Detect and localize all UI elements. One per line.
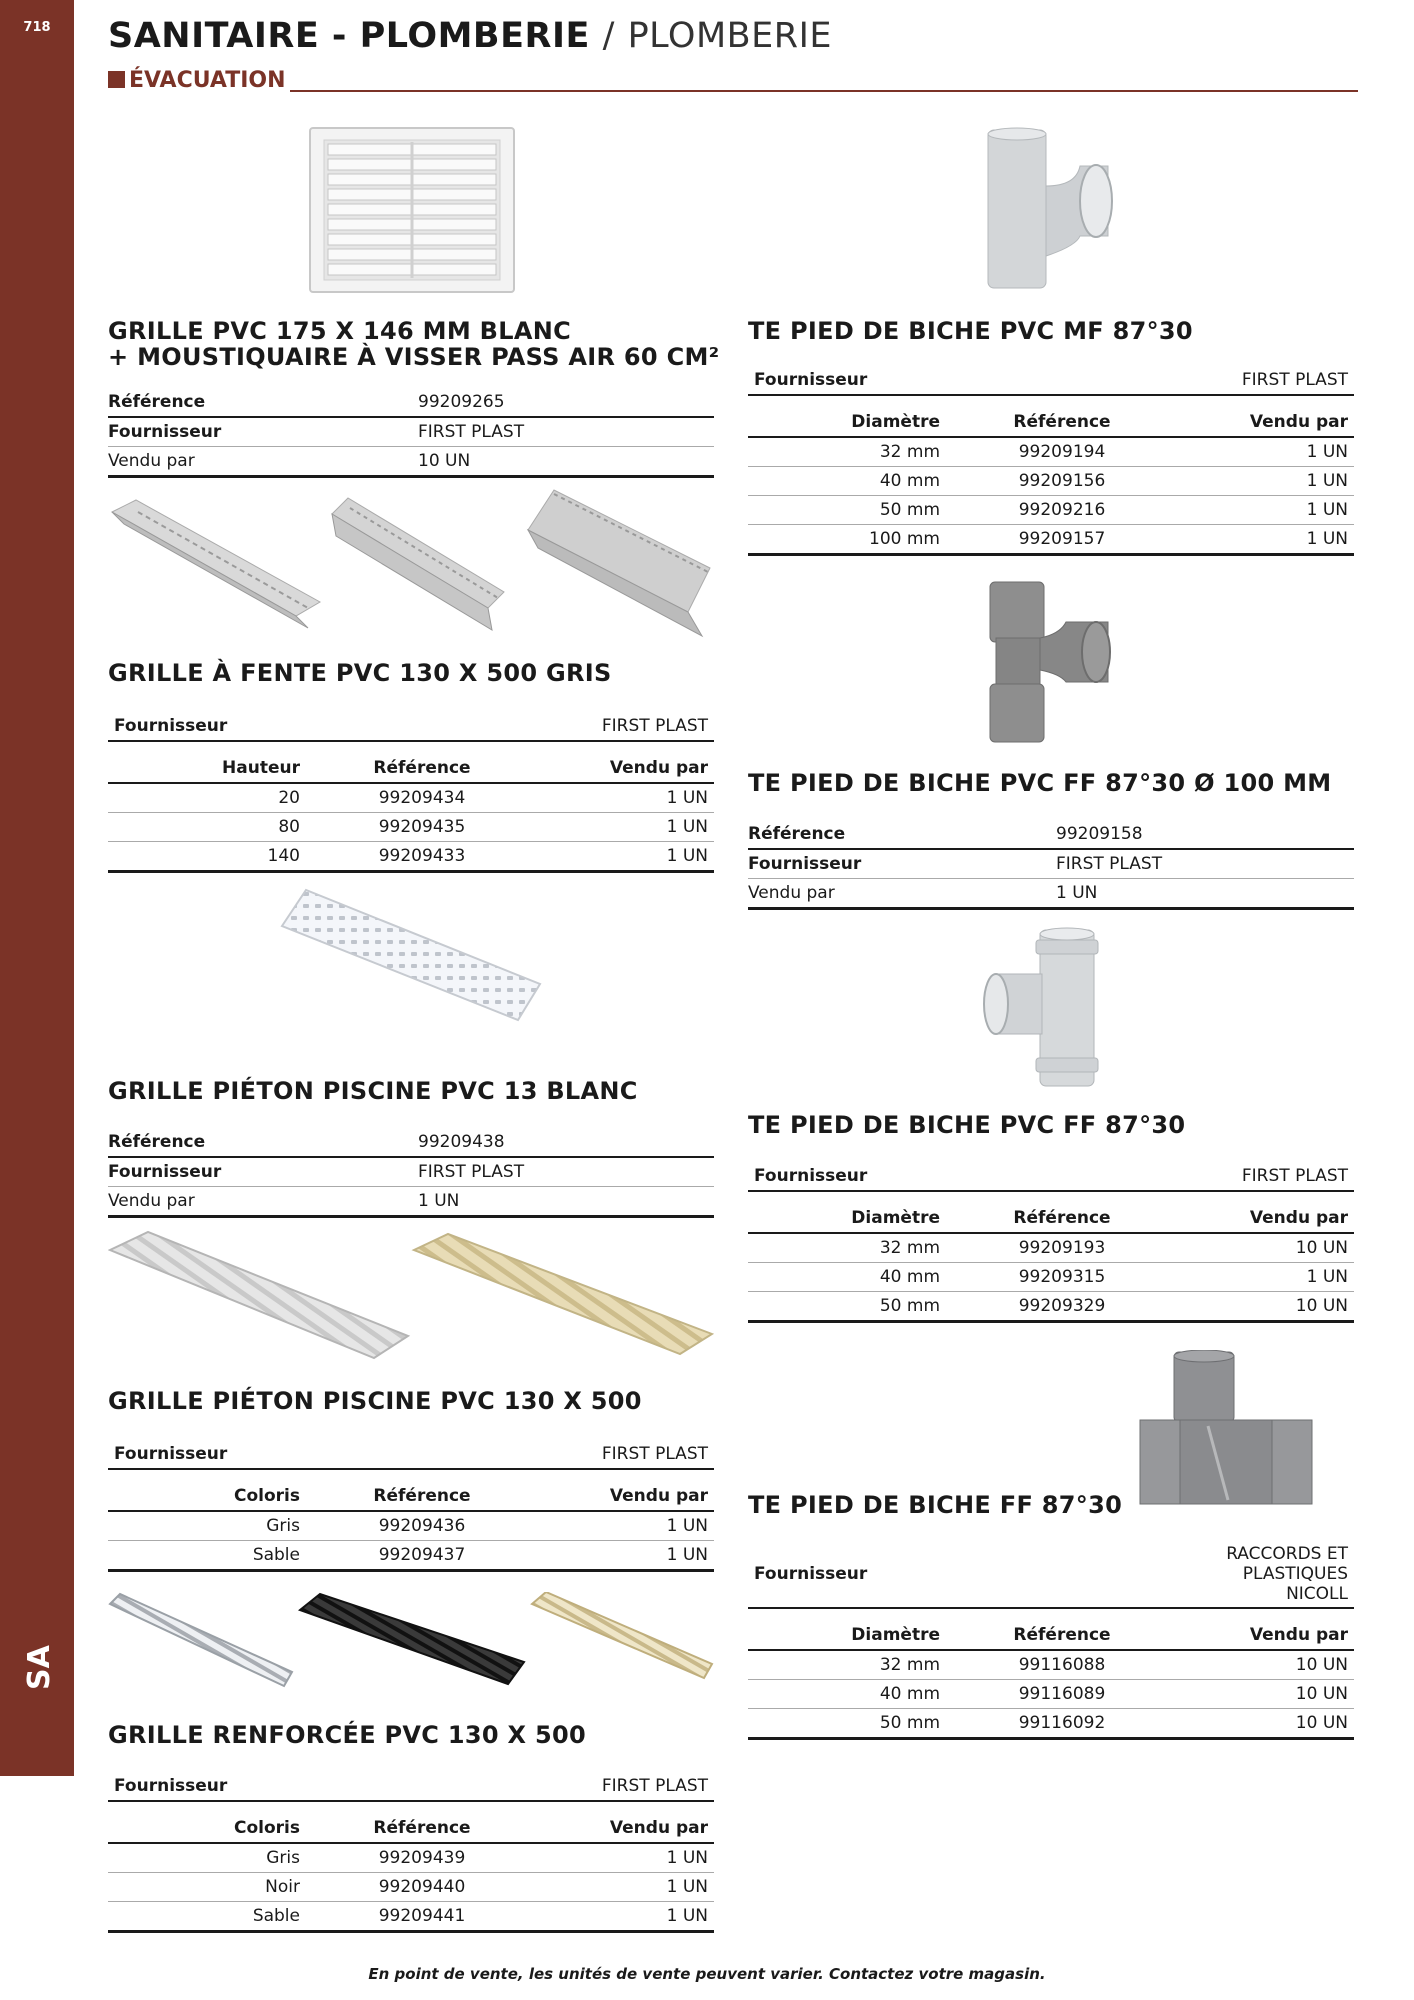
cell-reference: 99209315 — [946, 1263, 1178, 1292]
col-reference: Référence — [306, 1469, 538, 1511]
cell-coloris: Sable — [108, 1541, 306, 1571]
table-row — [108, 842, 714, 872]
col-reference: Référence — [306, 741, 538, 783]
col-coloris: Coloris — [108, 1469, 306, 1511]
col-reference: Référence — [306, 1801, 538, 1843]
cell-reference: 99209436 — [306, 1511, 538, 1541]
value-fournisseur: FIRST PLAST — [418, 1157, 714, 1187]
value-vendu-par: 1 UN — [418, 1187, 714, 1217]
cell-diametre: 50 mm — [748, 496, 946, 525]
product-title-te-mf: TE PIED DE BICHE PVC MF 87°30 — [748, 317, 1193, 345]
table-row — [748, 1263, 1354, 1292]
cell-vendu-par: 1 UN — [538, 1873, 714, 1902]
col-coloris: Coloris — [108, 1801, 306, 1843]
value-fournisseur: FIRST PLAST — [538, 1768, 714, 1801]
product-title-grille-renforcee: GRILLE RENFORCÉE PVC 130 X 500 — [108, 1721, 586, 1749]
spec-table-p9 — [748, 1538, 1354, 1740]
label-fournisseur: Fournisseur — [748, 1538, 1178, 1608]
cell-diametre: 100 mm — [748, 525, 946, 555]
cell-reference: 99209434 — [306, 783, 538, 813]
col-diametre: Diamètre — [748, 1191, 946, 1233]
cell-reference: 99116088 — [946, 1650, 1178, 1680]
label-vendu-par: Vendu par — [748, 879, 1056, 909]
value-fournisseur: FIRST PLAST — [1056, 849, 1354, 879]
cell-diametre: 40 mm — [748, 1680, 946, 1709]
col-vendu-par: Vendu par — [1178, 1608, 1354, 1650]
table-row — [108, 1541, 714, 1571]
pool-grille-image — [108, 1230, 714, 1370]
spec-table-p4 — [108, 1436, 714, 1572]
cell-vendu-par: 1 UN — [538, 783, 714, 813]
table-row — [748, 1292, 1354, 1322]
col-reference: Référence — [946, 1191, 1178, 1233]
tee-fitting-nicoll-image — [1136, 1350, 1316, 1522]
cell-coloris: Gris — [108, 1843, 306, 1873]
product-title-line2: + MOUSTIQUAIRE À VISSER PASS AIR 60 CM² — [108, 343, 720, 371]
tee-fitting-light-image — [980, 126, 1120, 294]
product-title-te-ff: TE PIED DE BICHE PVC FF 87°30 — [748, 1111, 1186, 1139]
cell-vendu-par: 1 UN — [538, 1843, 714, 1873]
cell-vendu-par: 10 UN — [1178, 1650, 1354, 1680]
category-heading — [108, 68, 286, 93]
cell-diametre: 32 mm — [748, 1233, 946, 1263]
cell-vendu-par: 10 UN — [1178, 1233, 1354, 1263]
table-row — [748, 1709, 1354, 1739]
product-title-grille-fente: GRILLE À FENTE PVC 130 X 500 GRIS — [108, 659, 612, 687]
cell-reference: 99209433 — [306, 842, 538, 872]
cell-reference: 99116089 — [946, 1680, 1178, 1709]
value-fournisseur: FIRST PLAST — [1178, 1158, 1354, 1191]
cell-hauteur: 80 — [108, 813, 306, 842]
cell-diametre: 32 mm — [748, 437, 946, 467]
product-title-te-nicoll: TE PIED DE BICHE FF 87°30 — [748, 1491, 1123, 1519]
product-title-grille-pvc-175 — [108, 318, 719, 370]
spec-table-p3 — [108, 1128, 714, 1218]
cell-vendu-par: 1 UN — [538, 813, 714, 842]
header-rule — [290, 90, 1358, 92]
label-reference: Référence — [108, 1128, 418, 1157]
footer-note: En point de vente, les unités de vente peuvent varier. Contactez votre magasin. — [368, 1965, 1046, 1983]
table-row — [748, 1233, 1354, 1263]
table-row — [748, 1650, 1354, 1680]
tee-fitting-ff-image — [980, 924, 1120, 1092]
cell-reference: 99209440 — [306, 1873, 538, 1902]
page-title — [108, 16, 832, 56]
col-vendu-par: Vendu par — [538, 741, 714, 783]
label-fournisseur: Fournisseur — [108, 708, 538, 741]
cell-reference: 99209157 — [946, 525, 1178, 555]
value-fournisseur: FIRST PLAST — [1178, 362, 1354, 395]
product-title-grille-pieton-13: GRILLE PIÉTON PISCINE PVC 13 BLANC — [108, 1077, 638, 1105]
spec-table-p8 — [748, 1158, 1354, 1323]
value-reference: 99209158 — [1056, 820, 1354, 849]
cell-diametre: 32 mm — [748, 1650, 946, 1680]
value-reference: 99209265 — [418, 388, 714, 417]
cell-vendu-par: 1 UN — [1178, 1263, 1354, 1292]
spec-table-p5 — [108, 1768, 714, 1933]
cell-vendu-par: 1 UN — [1178, 467, 1354, 496]
page-title-main: SANITAIRE - PLOMBERIE — [108, 16, 590, 56]
cell-diametre: 40 mm — [748, 467, 946, 496]
label-vendu-par: Vendu par — [108, 1187, 418, 1217]
spec-table-p6 — [748, 362, 1354, 556]
value-fournisseur: FIRST PLAST — [418, 417, 714, 447]
cell-coloris: Gris — [108, 1511, 306, 1541]
label-fournisseur: Fournisseur — [748, 849, 1056, 879]
table-row — [748, 496, 1354, 525]
cell-vendu-par: 1 UN — [538, 842, 714, 872]
reinforced-grille-image — [108, 1592, 714, 1698]
table-row — [748, 525, 1354, 555]
label-fournisseur: Fournisseur — [748, 362, 1178, 395]
value-fournisseur: FIRST PLAST — [538, 1436, 714, 1469]
square-icon — [108, 71, 125, 88]
cell-diametre: 50 mm — [748, 1292, 946, 1322]
cell-reference: 99209194 — [946, 437, 1178, 467]
value-vendu-par: 1 UN — [1056, 879, 1354, 909]
col-vendu-par: Vendu par — [538, 1801, 714, 1843]
value-fournisseur: RACCORDS ET PLASTIQUES NICOLL — [1178, 1538, 1354, 1608]
cell-vendu-par: 1 UN — [1178, 496, 1354, 525]
cell-vendu-par: 1 UN — [538, 1902, 714, 1932]
cell-vendu-par: 1 UN — [1178, 525, 1354, 555]
cell-vendu-par: 1 UN — [538, 1511, 714, 1541]
col-reference: Référence — [946, 1608, 1178, 1650]
cell-reference: 99209193 — [946, 1233, 1178, 1263]
pool-grille-white-image — [276, 888, 546, 1022]
cell-vendu-par: 10 UN — [1178, 1292, 1354, 1322]
vent-grille-image — [308, 126, 516, 294]
col-hauteur: Hauteur — [108, 741, 306, 783]
table-row — [108, 1843, 714, 1873]
cell-reference: 99209216 — [946, 496, 1178, 525]
table-row — [108, 1873, 714, 1902]
section-code: SA — [22, 1645, 57, 1690]
cell-vendu-par: 1 UN — [1178, 437, 1354, 467]
product-title-grille-pieton-130: GRILLE PIÉTON PISCINE PVC 130 X 500 — [108, 1387, 642, 1415]
value-reference: 99209438 — [418, 1128, 714, 1157]
cell-reference: 99209441 — [306, 1902, 538, 1932]
cell-vendu-par: 10 UN — [1178, 1709, 1354, 1739]
label-fournisseur: Fournisseur — [108, 1768, 538, 1801]
label-reference: Référence — [108, 388, 418, 417]
cell-reference: 99209437 — [306, 1541, 538, 1571]
cell-reference: 99209329 — [946, 1292, 1178, 1322]
label-fournisseur: Fournisseur — [108, 1157, 418, 1187]
table-row — [108, 1511, 714, 1541]
cell-reference: 99116092 — [946, 1709, 1178, 1739]
spec-table-p7 — [748, 820, 1354, 910]
cell-vendu-par: 1 UN — [538, 1541, 714, 1571]
label-reference: Référence — [748, 820, 1056, 849]
category-label: ÉVACUATION — [129, 68, 286, 93]
label-fournisseur: Fournisseur — [748, 1158, 1178, 1191]
cell-diametre: 50 mm — [748, 1709, 946, 1739]
table-row — [108, 783, 714, 813]
table-row — [108, 1902, 714, 1932]
label-fournisseur: Fournisseur — [108, 417, 418, 447]
col-diametre: Diamètre — [748, 1608, 946, 1650]
spec-table-p1 — [108, 388, 714, 478]
page-title-sep: / — [602, 16, 615, 56]
col-diametre: Diamètre — [748, 395, 946, 437]
col-vendu-par: Vendu par — [1178, 1191, 1354, 1233]
cell-coloris: Noir — [108, 1873, 306, 1902]
product-title-line1: GRILLE PVC 175 X 146 MM BLANC — [108, 317, 572, 345]
value-fournisseur: FIRST PLAST — [538, 708, 714, 741]
col-vendu-par: Vendu par — [538, 1469, 714, 1511]
cell-reference: 99209439 — [306, 1843, 538, 1873]
sidebar-band — [0, 0, 74, 1776]
value-vendu-par: 10 UN — [418, 447, 714, 477]
tee-fitting-grey-image — [980, 578, 1120, 748]
label-fournisseur: Fournisseur — [108, 1436, 538, 1469]
cell-reference: 99209435 — [306, 813, 538, 842]
table-row — [748, 467, 1354, 496]
table-row — [748, 437, 1354, 467]
page-title-sub: PLOMBERIE — [627, 16, 833, 56]
product-title-te-ff-100: TE PIED DE BICHE PVC FF 87°30 Ø 100 MM — [748, 769, 1332, 797]
page-number: 718 — [23, 20, 51, 35]
cell-coloris: Sable — [108, 1902, 306, 1932]
cell-reference: 99209156 — [946, 467, 1178, 496]
col-reference: Référence — [946, 395, 1178, 437]
cell-hauteur: 140 — [108, 842, 306, 872]
cell-vendu-par: 10 UN — [1178, 1680, 1354, 1709]
table-row — [108, 813, 714, 842]
label-vendu-par: Vendu par — [108, 447, 418, 477]
slot-grille-image — [108, 488, 714, 638]
col-vendu-par: Vendu par — [1178, 395, 1354, 437]
table-row — [748, 1680, 1354, 1709]
cell-hauteur: 20 — [108, 783, 306, 813]
spec-table-p2 — [108, 708, 714, 873]
cell-diametre: 40 mm — [748, 1263, 946, 1292]
